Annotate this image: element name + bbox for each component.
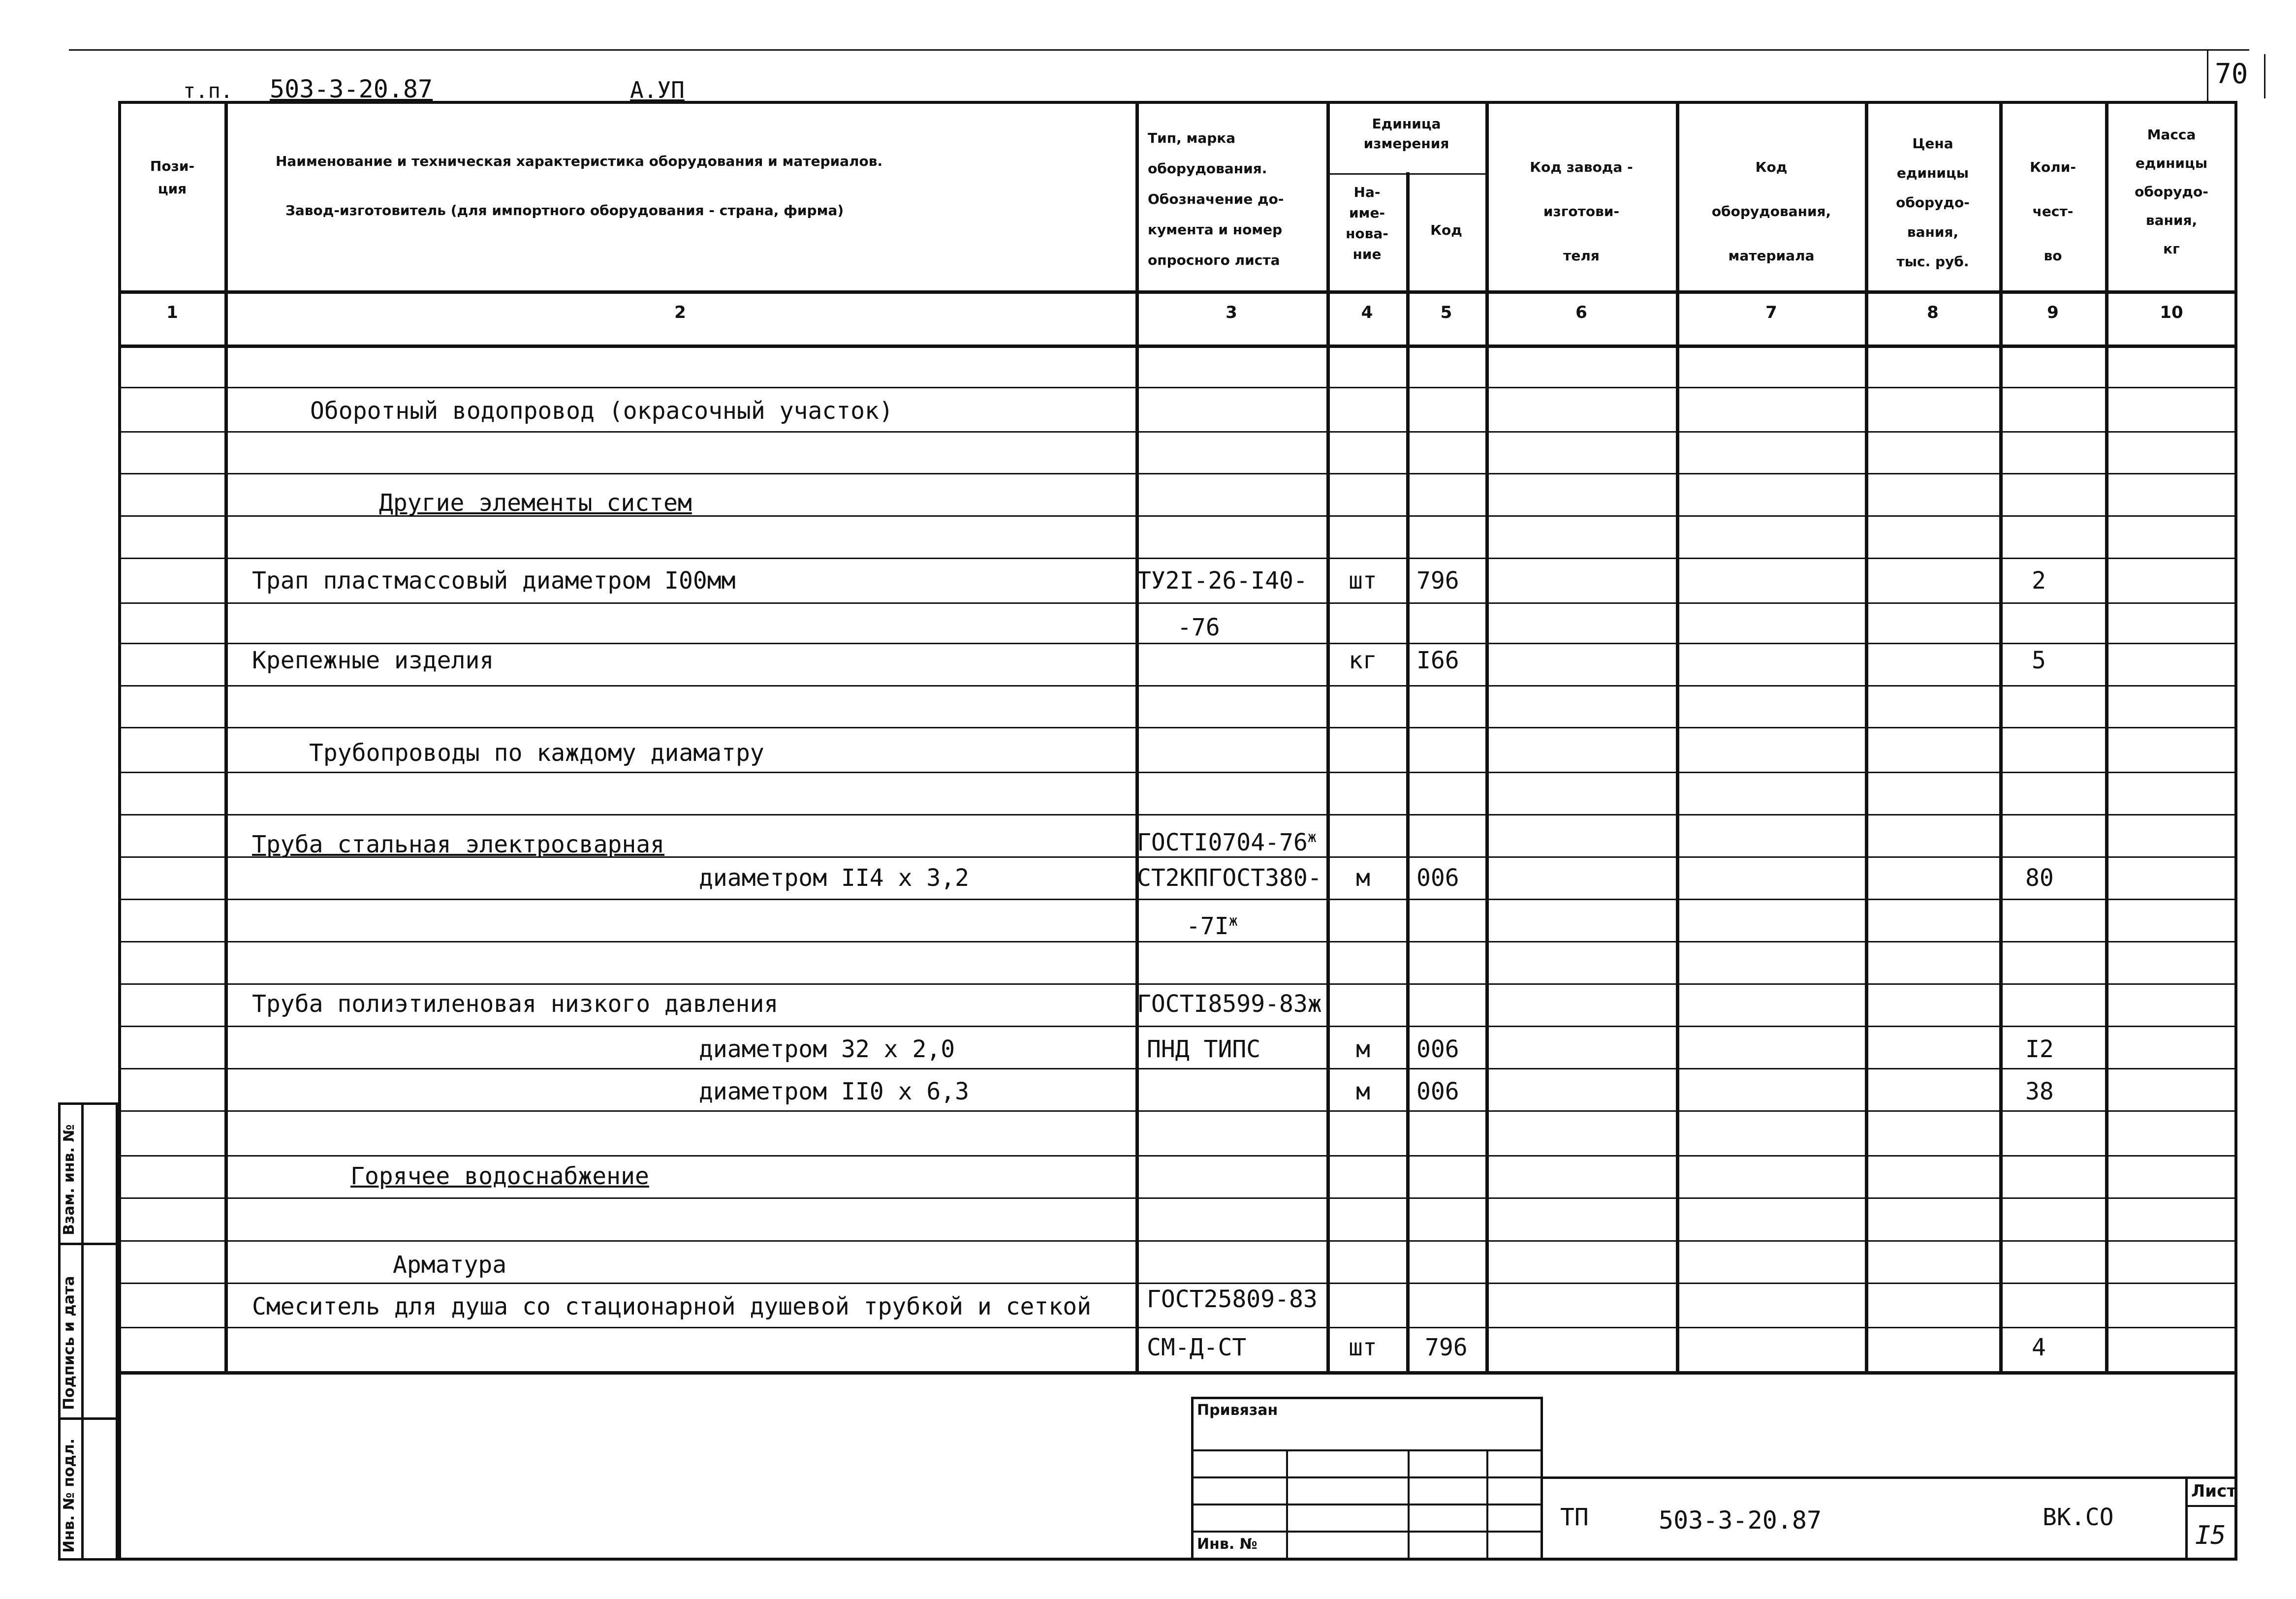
binding-stamp-label: Привязан [1197, 1402, 1278, 1419]
section-title: Оборотный водопровод (окрасочный участок) [310, 397, 893, 425]
item-unit-code: 006 [1416, 864, 1459, 892]
header-equipment-code: Код оборудования, материала [1711, 159, 1831, 264]
header-unit: Единица измерения [1363, 116, 1449, 152]
item-qty: 38 [2025, 1078, 2054, 1105]
subsection-title: Арматура [393, 1251, 507, 1279]
side-stamp-inv-original: Инв. № подл. [61, 1438, 78, 1553]
item-doc-cont: $-7I^ж$ [1186, 912, 1238, 940]
col-num-8: 8 [1927, 303, 1939, 322]
item-qty: 4 [2032, 1334, 2046, 1361]
item-unit-code: 006 [1416, 1078, 1459, 1105]
subsection-title: Другие элементы систем [379, 489, 692, 517]
item-name: Труба полиэтиленовая низкого давления [252, 990, 779, 1018]
item-unit: шт [1349, 567, 1377, 595]
col-num-4: 4 [1361, 303, 1373, 322]
item-unit: шт [1349, 1334, 1377, 1361]
item-name: Труба стальная электросварная [252, 831, 665, 858]
section-title: Горячее водоснабжение [350, 1162, 649, 1190]
item-doc: СТ2КПГОСТ380- [1137, 864, 1322, 892]
side-stamp-replaced-inv: Взам. инв. № [61, 1124, 78, 1235]
item-unit-code: 796 [1416, 567, 1459, 595]
item-unit: м [1356, 1078, 1370, 1105]
item-unit-code: I66 [1416, 647, 1459, 674]
item-name: Смеситель для душа со стационарной душевой трубкой и сеткой [252, 1293, 1092, 1320]
item-qty: 5 [2032, 647, 2046, 674]
item-qty: 80 [2025, 864, 2054, 892]
item-doc: ТУ2I-26-I40- [1137, 567, 1308, 595]
item-unit: кг [1349, 647, 1377, 674]
header-price: Цена единицы оборудо- вания, тыс. руб. [1896, 135, 1970, 270]
title-sheet-number: I5 [2195, 1521, 2226, 1550]
col-num-10: 10 [2160, 303, 2183, 322]
header-unit-name: На- име- нова- ние [1346, 184, 1388, 262]
item-qty: 2 [2032, 567, 2046, 595]
item-name: диаметром 32 х 2,0 [699, 1035, 955, 1063]
item-unit-code: 796 [1425, 1334, 1468, 1361]
item-unit: м [1356, 1035, 1370, 1063]
title-code: ВК.СО [2043, 1504, 2114, 1531]
header-name-line2: Завод-изготовитель (для импортного оборудования - страна, фирма) [285, 202, 844, 219]
header-mass: Масса единицы оборудо- вания, кг [2135, 126, 2208, 257]
item-doc-cont: -76 [1177, 614, 1220, 641]
item-doc: ПНД ТИПС [1147, 1035, 1261, 1063]
item-name: Трап пластмассовый диаметром I00мм [252, 567, 736, 595]
col-num-9: 9 [2047, 303, 2059, 322]
col-num-2: 2 [674, 303, 686, 322]
subsection-title: Трубопроводы по каждому диаматру [309, 739, 764, 767]
right-corner-mark [2264, 54, 2265, 98]
item-qty: I2 [2025, 1035, 2054, 1063]
item-name: диаметром II4 х 3,2 [699, 864, 970, 892]
header-maker-code: Код завода - изготови- теля [1530, 159, 1633, 264]
title-tp: ТП [1560, 1504, 1589, 1531]
col-num-1: 1 [166, 303, 178, 322]
header-quantity: Коли- чест- во [2030, 159, 2076, 264]
item-doc: ГОСТI8599-83ж [1137, 990, 1322, 1018]
doc-code-prefix: т.п. [183, 79, 233, 103]
col-num-5: 5 [1440, 303, 1452, 322]
item-unit-code: 006 [1416, 1035, 1459, 1063]
header-name-line1: Наименование и техническая характеристика оборудования и материалов. [276, 153, 883, 169]
item-name: Крепежные изделия [252, 647, 494, 674]
doc-album: А.УП [630, 77, 685, 103]
header-type-mark: Тип, марка оборудования. Обозначение до- кумента и номер опросного листа [1148, 130, 1284, 268]
item-doc: $ГОСТI0704-76^ж$ [1137, 829, 1317, 856]
header-position: Пози- ция [150, 158, 195, 197]
item-name: диаметром II0 х 6,3 [699, 1078, 970, 1105]
page-number: 70 [2215, 58, 2248, 90]
col-num-7: 7 [1765, 303, 1777, 322]
item-unit: м [1356, 864, 1370, 892]
side-stamp-signature-date: Подпись и дата [61, 1276, 78, 1410]
col-num-6: 6 [1575, 303, 1587, 322]
title-sheet-label: Лист [2191, 1481, 2236, 1501]
item-doc: ГОСТ25809-83 [1147, 1285, 1318, 1313]
binding-stamp-inv: Инв. № [1197, 1536, 1258, 1553]
doc-code-number: 503-3-20.87 [270, 75, 433, 103]
item-doc: СМ-Д-СТ [1147, 1334, 1247, 1361]
title-number: 503-3-20.87 [1659, 1506, 1822, 1535]
header-unit-code: Код [1430, 222, 1462, 238]
col-num-3: 3 [1226, 303, 1237, 322]
